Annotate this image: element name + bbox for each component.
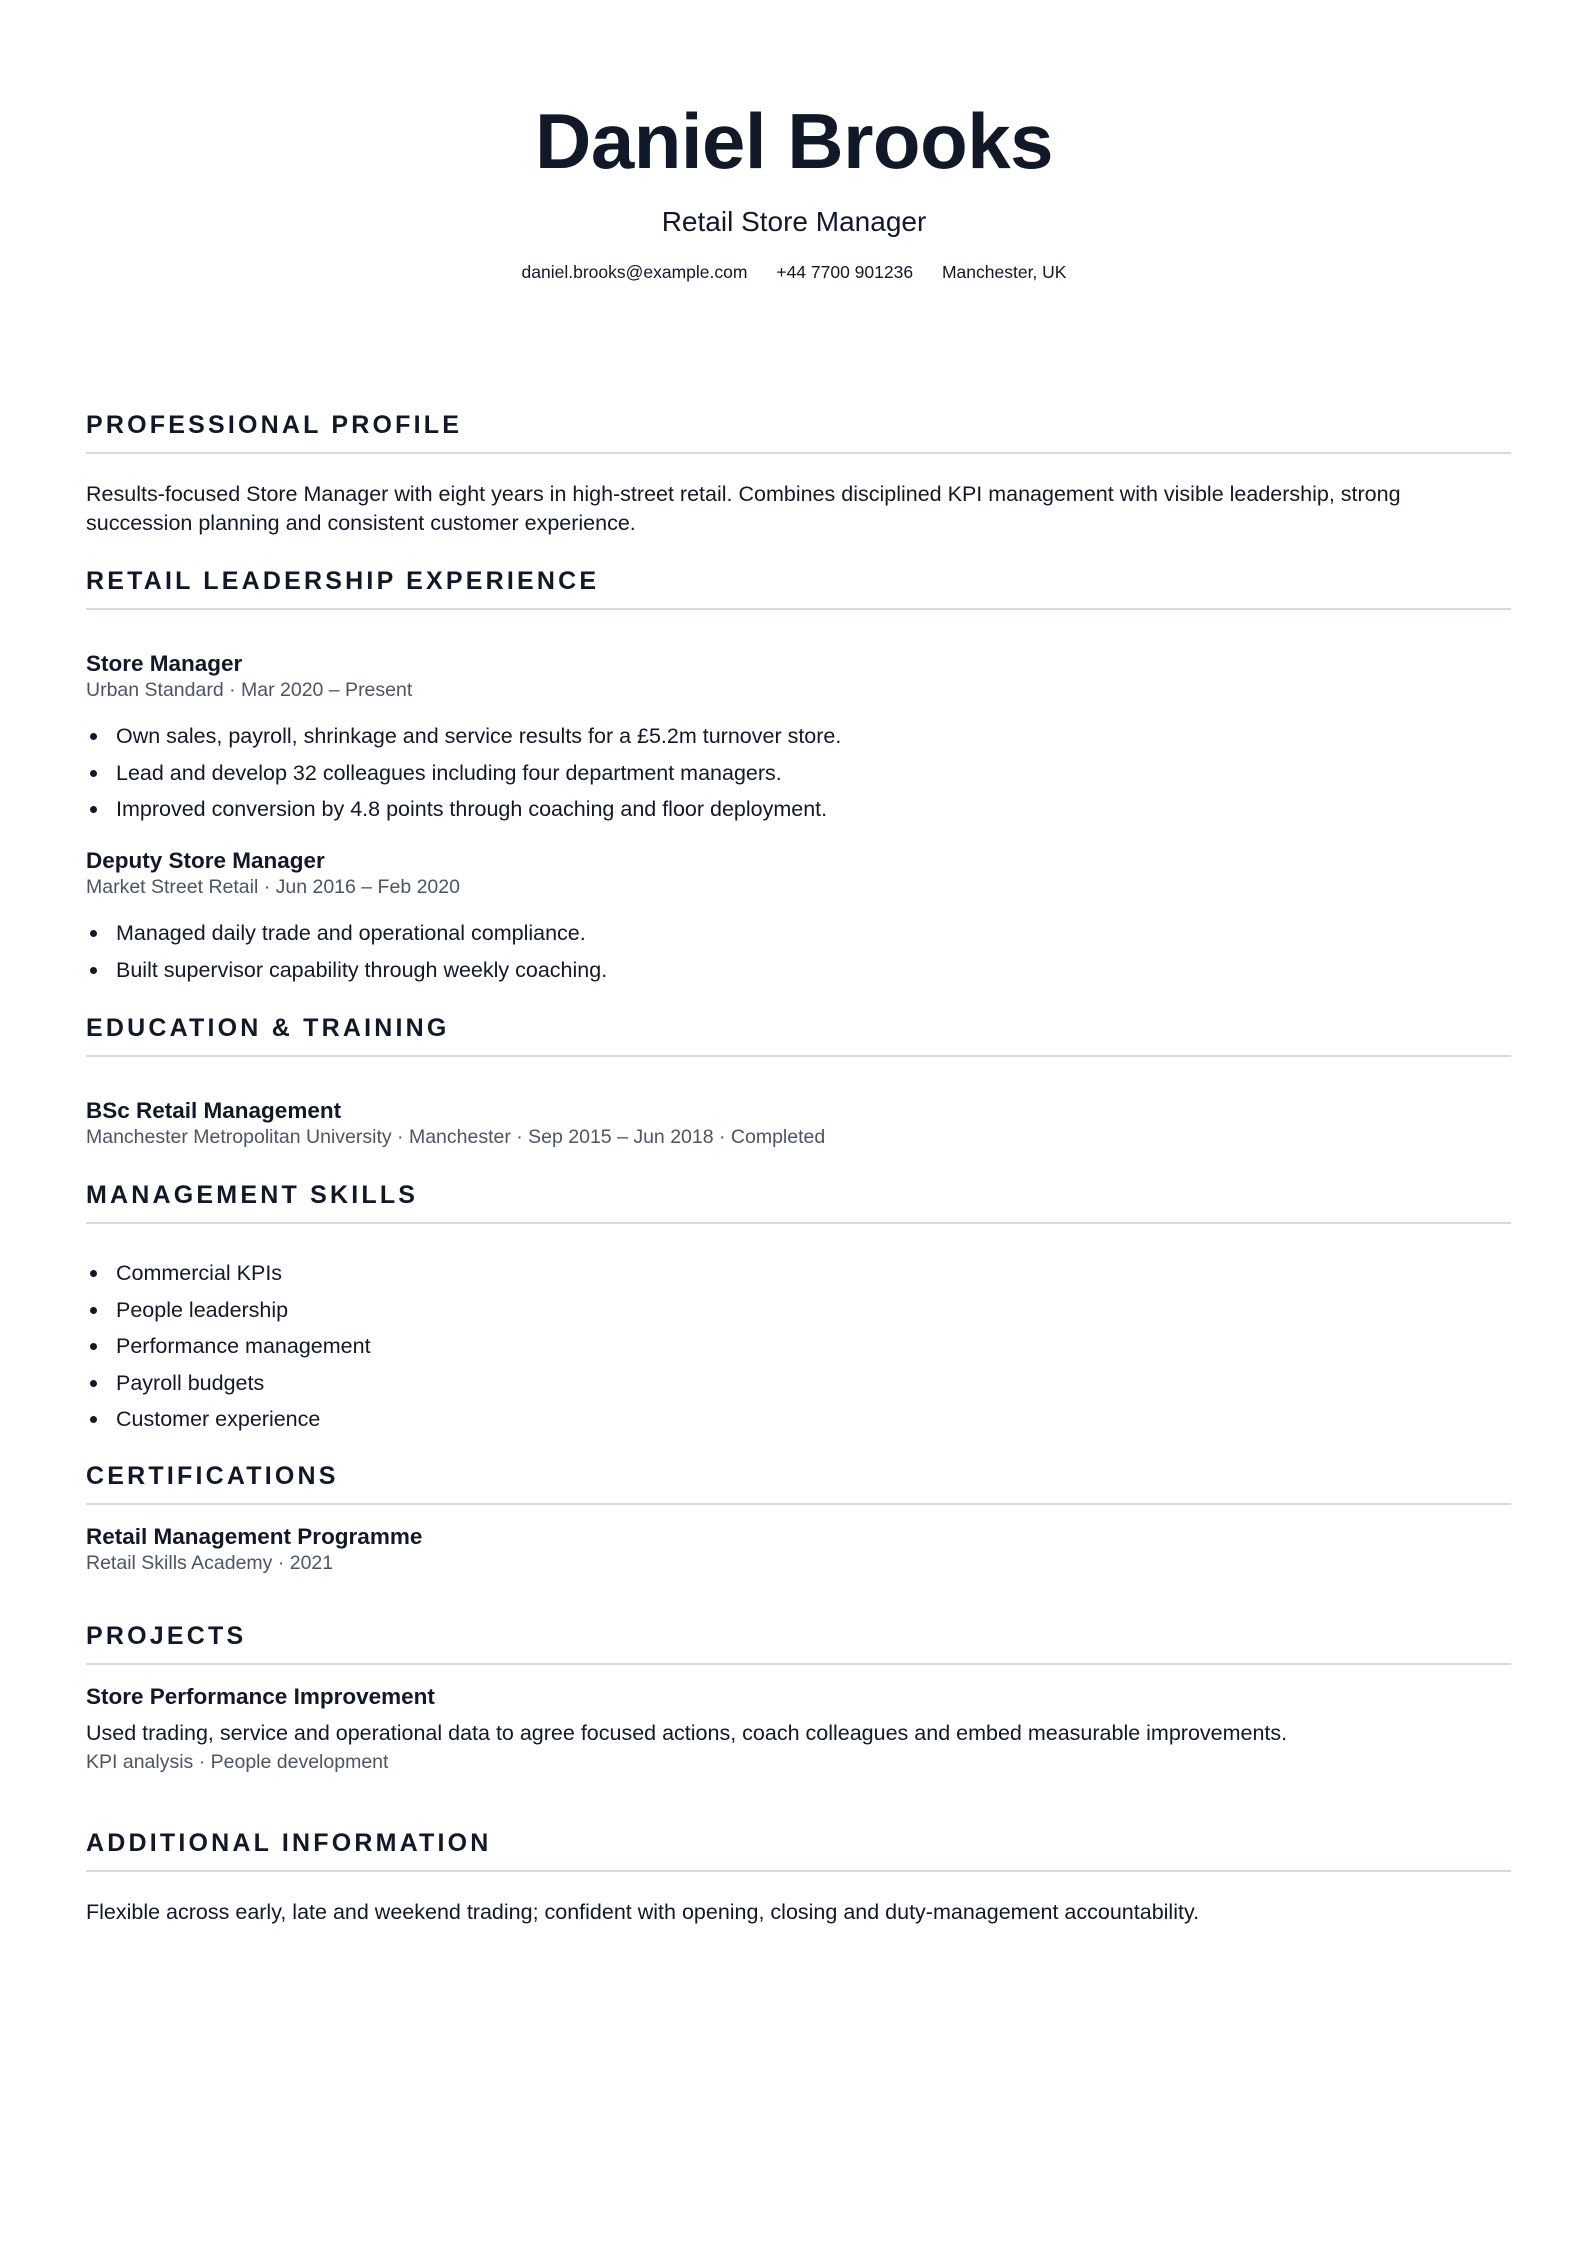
- contact-line: [0, 261, 1588, 283]
- skills-list: [86, 1255, 1511, 1438]
- section-divider: [86, 452, 1511, 454]
- section-divider: [86, 1503, 1511, 1505]
- resume-header: [0, 95, 1588, 283]
- job-meta: Urban Standard · Mar 2020 – Present: [86, 679, 413, 701]
- list-item: Commercial KPIs: [86, 1255, 1511, 1292]
- profile-text: Results-focused Store Manager with eight years in high-street retail. Combines disciplined KPI management with visible leadership, strong succession planning and consistent customer experience.: [86, 482, 1401, 535]
- list-item: Lead and develop 32 colleagues including four department managers.: [86, 755, 1511, 792]
- job-meta: Market Street Retail · Jun 2016 – Feb 2020: [86, 876, 460, 898]
- additional-text: Flexible across early, late and weekend trading; confident with opening, closing and duty-management accountability.: [86, 1900, 1200, 1924]
- job-bullets: [86, 718, 1511, 828]
- list-item: Improved conversion by 4.8 points through coaching and floor deployment.: [86, 791, 1511, 828]
- contact-location: Manchester, UK: [941, 262, 1067, 282]
- list-item: Payroll budgets: [86, 1365, 1511, 1402]
- section-heading-certifications: CERTIFICATIONS: [86, 1462, 339, 1490]
- list-item: Performance management: [86, 1328, 1511, 1365]
- job-bullets: [86, 915, 1511, 988]
- section-heading-profile: PROFESSIONAL PROFILE: [86, 411, 463, 439]
- candidate-title: Retail Store Manager: [661, 206, 927, 237]
- candidate-name: Daniel Brooks: [535, 97, 1053, 185]
- section-divider: [86, 1663, 1511, 1665]
- project-name: Store Performance Improvement: [86, 1684, 435, 1709]
- job-title: Deputy Store Manager: [86, 848, 325, 873]
- section-heading-additional: ADDITIONAL INFORMATION: [86, 1829, 492, 1857]
- degree-title: BSc Retail Management: [86, 1098, 342, 1123]
- job-title: Store Manager: [86, 651, 243, 676]
- certification-name: Retail Management Programme: [86, 1524, 423, 1549]
- section-heading-skills: MANAGEMENT SKILLS: [86, 1181, 419, 1209]
- contact-email: daniel.brooks@example.com: [521, 262, 748, 282]
- project-description: Used trading, service and operational data to agree focused actions, coach colleagues and embed measurable improvements.: [86, 1721, 1288, 1745]
- list-item: Own sales, payroll, shrinkage and service results for a £5.2m turnover store.: [86, 718, 1511, 755]
- section-divider: [86, 1870, 1511, 1872]
- section-divider: [86, 608, 1511, 610]
- section-heading-education: EDUCATION & TRAINING: [86, 1014, 450, 1042]
- section-heading-experience: RETAIL LEADERSHIP EXPERIENCE: [86, 567, 600, 595]
- list-item: Customer experience: [86, 1401, 1511, 1438]
- project-tags: KPI analysis · People development: [86, 1751, 389, 1773]
- section-heading-projects: PROJECTS: [86, 1622, 247, 1650]
- contact-phone: +44 7700 901236: [776, 262, 914, 282]
- list-item: Managed daily trade and operational compliance.: [86, 915, 1511, 952]
- certification-meta: Retail Skills Academy · 2021: [86, 1552, 334, 1574]
- section-divider: [86, 1055, 1511, 1057]
- list-item: Built supervisor capability through weekly coaching.: [86, 952, 1511, 989]
- list-item: People leadership: [86, 1292, 1511, 1329]
- degree-meta: Manchester Metropolitan University · Manchester · Sep 2015 – Jun 2018 · Completed: [86, 1126, 826, 1148]
- section-divider: [86, 1222, 1511, 1224]
